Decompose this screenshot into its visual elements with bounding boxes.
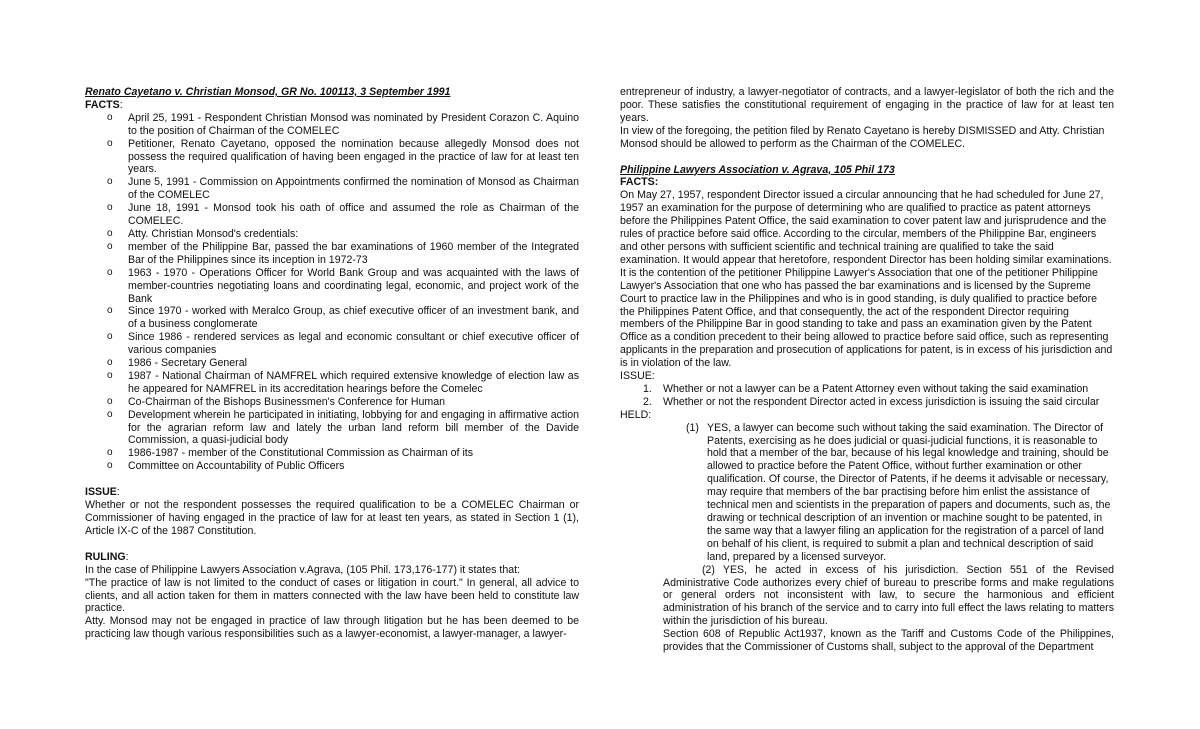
list-item	[85, 176, 579, 202]
bullet-marker: o	[107, 357, 113, 369]
fact-text: June 5, 1991 - Commission on Appointments confirmed the nomination of Monsod as Chairman of the COMELEC	[128, 176, 579, 202]
issue-heading-text: ISSUE	[85, 486, 117, 499]
fact-text: 1986-1987 - member of the Constitutional Commission as Chairman of its	[128, 447, 474, 460]
held-heading: HELD:	[620, 408, 652, 421]
issue-text: Whether or not the respondent possesses the required qualification to be a COMELEC Chairman or Commissioner of having engaged in the practice of law for at least ten years, as stated in Section 1 (1), Article IX-C of the 1987 Constitution.	[85, 499, 579, 537]
fact-text: Co-Chairman of the Bishops Businessmen's Conference for Human	[128, 395, 446, 408]
issue-text: Whether or not the respondent Director acted in excess jurisdiction is issuing the said circular	[663, 395, 1100, 408]
ruling-continuation: entrepreneur of industry, a lawyer-negotiator of contracts, and a lawyer-legislator of both the rich and the poor. These satisfies the constitutional requirement of engaging in the practice of law for at least ten years.	[620, 86, 1114, 124]
held-item-1	[620, 422, 1114, 564]
issue-number: 1.	[643, 382, 652, 395]
bullet-marker: o	[107, 137, 113, 149]
ruling-heading	[85, 551, 579, 564]
list-item	[85, 241, 579, 267]
bullet-marker: o	[107, 460, 113, 472]
facts-paragraph: On May 27, 1957, respondent Director issued a circular announcing that he had scheduled for June 27, 1957 an examination for the purpose of determining who are qualified to practice as patent attorneys before the Philippines Patent Office, the said examination to cover patent law and jurisprudence and the rules of practice before said office. According to the circular, members of the Philippine Bar, engineers and other persons with sufficient scientific and technical training are qualified to take the said examination. It would appear that heretofore, respondent Director has been holding similar examinations.	[620, 189, 1112, 266]
list-item	[85, 460, 579, 473]
fact-text: Atty. Christian Monsod's credentials:	[128, 227, 299, 240]
list-item	[85, 305, 579, 331]
bullet-marker: o	[107, 240, 113, 252]
issue-text: Whether or not a lawyer can be a Patent Attorney even without taking the said examination	[663, 382, 1089, 395]
held-text: (2) YES, he acted in excess of his jurisdiction. Section 551 of the Revised Administrative Code authorizes every chief of bureau to prescribe forms and make regulations or general orders not inconsistent with law, to secure the harmonious and efficient administration of his branch of the service and to carry into full effect the laws relating to matters within the jurisdiction of his bureau.	[663, 563, 1114, 628]
issue-heading-colon: :	[116, 486, 120, 499]
held-text-continued: Section 608 of Republic Act1937, known as the Tariff and Customs Code of the Philippines, provides that the Commissioner of Customs shall, subject to the approval of the Department	[663, 628, 1114, 654]
fact-text: member of the Philippine Bar, passed the bar examinations of 1960 member of the Integrated Bar of the Philippines since its inception in 1972-73	[128, 240, 579, 266]
held-number: (1)	[686, 421, 699, 434]
fact-text: Since 1986 - rendered services as legal and economic consultant or chief executive officer of various companies	[128, 331, 579, 357]
list-item	[85, 267, 579, 306]
facts-heading	[85, 99, 579, 112]
list-item	[85, 396, 579, 409]
case-title-agrava: Philippine Lawyers Association v. Agrava, 105 Phil 173	[620, 163, 895, 176]
list-item	[85, 202, 579, 228]
fact-text: June 18, 1991 - Monsod took his oath of office and assumed the role as Chairman of the COMELEC.	[128, 202, 579, 228]
facts-heading-colon: :	[119, 98, 123, 111]
held-text: YES, a lawyer can become such without taking the said examination. The Director of Patents, exercising as he does judicial or quasi-judicial functions, it is reasonable to hold that a member of the bar, because of his legal knowledge and training, should be allowed to practice before the Patent Office, without further examination or other qualification. Of course, the Director of Patents, if he deems it advisable or necessary, may require that members of the bar practising before him enlist the assistance of technical men and scientists in the preparation of papers and documents, such as, the drawing or technical description of an invention or machine sought to be patented, in the same way that a lawyer filing an application for the registration of a parcel of land on behalf of his client, is required to submit a plan and technical description of said land, prepared by a licensed surveyor.	[707, 421, 1111, 563]
issues-list	[620, 383, 1114, 409]
issue-number: 2.	[643, 395, 652, 408]
bullet-marker: o	[107, 305, 113, 317]
ruling-paragraph: "The practice of law is not limited to the conduct of cases or litigation in court." In general, all advice to clients, and all action taken for them in matters connected with the law have been held to constitute law practice.	[85, 576, 579, 615]
left-column	[85, 86, 579, 641]
bullet-marker: o	[107, 369, 113, 381]
spacer	[620, 151, 1114, 164]
facts-paragraph: It is the contention of the petitioner Philippine Lawyer's Association that one of the petitioner Philippine Lawyer's Association that one who has passed the bar examinations and is licensed by the Supreme Court to practice law in the Philippines and who is in good standing, is duly qualified to practice before the Philippines Patent Office, and that consequently, the act of the respondent Director requiring members of the Philippine Bar in good standing to take and pass an examination given by the Patent Office as a condition precedent to their being allowed to practice before said office, such as representing applicants in the preparation and prosecution of applications for patent, is in excess of his jurisdiction and is in violation of the law.	[620, 266, 1113, 370]
bullet-marker: o	[107, 176, 113, 188]
fact-text: Development wherein he participated in initiating, lobbying for and engaging in affirmative action for the agrarian reform law and lately the urban land reform bill member of the Davide Commission, a quasi-judicial body	[128, 408, 579, 447]
ruling-heading-text: RULING	[85, 550, 126, 563]
fact-text: 1963 - 1970 - Operations Officer for World Bank Group and was acquainted with the laws of member-countries negotiating loans and coordinating legal, economic, and project work of the Bank	[128, 266, 579, 305]
fact-text: Since 1970 - worked with Meralco Group, as chief executive officer of an investment bank, and of a business conglomerate	[128, 305, 579, 331]
bullet-marker: o	[107, 111, 113, 123]
facts-list	[85, 112, 579, 473]
list-item	[85, 112, 579, 138]
bullet-marker: o	[107, 227, 113, 239]
list-item	[620, 396, 1114, 409]
spacer	[85, 473, 579, 486]
right-column	[620, 86, 1114, 654]
list-item	[85, 447, 579, 460]
list-item	[620, 383, 1114, 396]
issue-heading	[85, 486, 579, 499]
ruling-conclusion: In view of the foregoing, the petition filed by Renato Cayetano is hereby DISMISSED and Atty. Christian Monsod should be allowed to perform as the Chairman of the COMELEC.	[620, 124, 1105, 150]
bullet-marker: o	[107, 331, 113, 343]
bullet-marker: o	[107, 447, 113, 459]
list-item	[85, 228, 579, 241]
fact-text: Committee on Accountability of Public Officers	[128, 460, 345, 473]
bullet-marker: o	[107, 395, 113, 407]
ruling-paragraph: In the case of Philippine Lawyers Association v.Agrava, (105 Phil. 173,176-177) it states that:	[85, 563, 520, 576]
list-item	[85, 370, 579, 396]
list-item	[85, 357, 579, 370]
spacer	[85, 538, 579, 551]
issue-heading: ISSUE:	[620, 370, 655, 383]
case-title-cayetano: Renato Cayetano v. Christian Monsod, GR No. 100113, 3 September 1991	[85, 86, 451, 98]
bullet-marker: o	[107, 202, 113, 214]
list-item	[85, 331, 579, 357]
list-item	[85, 138, 579, 177]
bullet-marker: o	[107, 408, 113, 420]
fact-text: 1987 - National Chairman of NAMFREL which required extensive knowledge of election law as he appeared for NAMFREL in its accreditation hearings before the Comelec	[128, 369, 579, 395]
held-item-2	[620, 564, 1114, 654]
fact-text: April 25, 1991 - Respondent Christian Monsod was nominated by President Corazon C. Aquino to the position of Chairman of the COMELEC	[128, 111, 579, 137]
fact-text: Petitioner, Renato Cayetano, opposed the nomination because allegedly Monsod does not possess the required qualification of having been engaged in the practice of law for at least ten years.	[128, 137, 579, 176]
ruling-heading-colon: :	[125, 550, 129, 563]
facts-heading-text: FACTS	[85, 98, 120, 111]
fact-text: 1986 - Secretary General	[128, 357, 247, 370]
ruling-paragraph: Atty. Monsod may not be engaged in practice of law through litigation but he has been deemed to be practicing law though various responsibilities such as a lawyer-economist, a lawyer-manager, a lawyer-	[85, 615, 579, 641]
list-item	[85, 409, 579, 448]
bullet-marker: o	[107, 266, 113, 278]
facts-heading: FACTS:	[620, 176, 659, 189]
